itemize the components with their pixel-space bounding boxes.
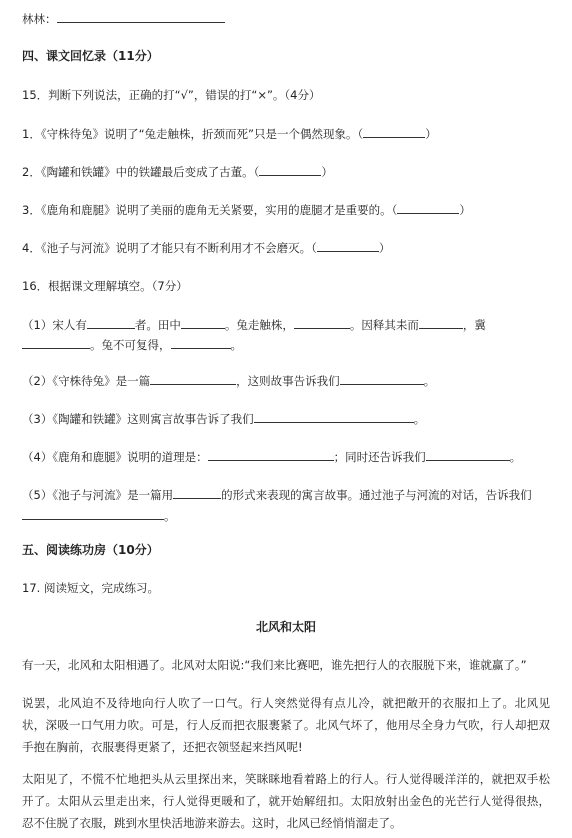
q15-item-2: 2．《陶罐和铁罐》中的铁罐最后变成了古董。（ ）	[22, 165, 333, 179]
q16-line-4: （4）《鹿角和鹿腿》说明的道理是： ；同时还告诉我们 。	[22, 450, 522, 464]
q16-line-3: （3）《陶罐和铁罐》这则寓言故事告诉了我们 。	[22, 412, 426, 426]
q17-stem: 17. 阅读短文，完成练习。	[22, 581, 159, 595]
q15-item-3-text: 3．《鹿角和鹿腿》说明了美丽的鹿角无关紧要，实用的鹿腿才是重要的。（	[22, 203, 398, 217]
q16-line-5: （5）《池子与河流》是一篇用 的形式来表现的寓言故事。通过池子与河流的对话，告诉我们	[22, 488, 532, 502]
q16-line-1: （1）宋人有 者。田中 。兔走触株， 。因释其耒而 ，冀	[22, 318, 486, 332]
q15-item-4: 4．《池子与河流》说明了才能只有不断利用才不会磨灭。（ ）	[22, 241, 391, 255]
section5-title: 五、阅读练功房（10分）	[22, 543, 159, 557]
q15-item-1-blank[interactable]	[363, 125, 425, 138]
q16-1-blank-d[interactable]	[419, 316, 463, 329]
name-blank[interactable]	[57, 10, 225, 23]
q15-item-2-text: 2．《陶罐和铁罐》中的铁罐最后变成了古董。（	[22, 165, 260, 179]
story-paragraph-1: 有一天，北风和太阳相遇了。北风对太阳说:“我们来比赛吧，谁先把行人的衣服脱下来，谁就赢了。”	[22, 658, 527, 672]
q16-1-blank-b[interactable]	[181, 316, 225, 329]
q16-line-5b: 。	[22, 507, 176, 524]
story-title: 北风和太阳	[255, 620, 316, 634]
q15-stem: 15．判断下列说法，正确的打“√”，错误的打“×”。（4分）	[22, 88, 321, 102]
q15-item-2-blank[interactable]	[259, 163, 321, 176]
section4-title: 四、课文回忆录（11分）	[22, 49, 159, 63]
q16-5-blank-a[interactable]	[173, 486, 221, 499]
name-line	[22, 10, 225, 27]
story-paragraph-3: 太阳见了，不慌不忙地把头从云里探出来，笑眯眯地看着路上的行人。行人觉得暖洋洋的，就把双手松开了。太阳从云里走出来，行人觉得更暖和了，就开始解纽扣。太阳放射出金色的光芒行人觉得很热，忍不住脱了衣服，跳到水里快活地游来游去。这时，北风已经悄悄溜走了。	[22, 772, 550, 830]
q15-item-4-blank[interactable]	[317, 239, 379, 252]
q16-4-blank-a[interactable]	[208, 448, 334, 461]
q16-4-blank-b[interactable]	[426, 448, 510, 461]
q15-item-4-text: 4．《池子与河流》说明了才能只有不断利用才不会磨灭。（	[22, 241, 317, 255]
q16-line-1b: 。兔不可复得， 。	[22, 336, 242, 353]
q15-item-3: 3．《鹿角和鹿腿》说明了美丽的鹿角无关紧要，实用的鹿腿才是重要的。（ ）	[22, 203, 471, 217]
q15-item-1-text: 1．《守株待兔》说明了“兔走触株，折颈而死”只是一个偶然现象。（	[22, 127, 364, 141]
q16-1-blank-a[interactable]	[87, 316, 135, 329]
q16-1-blank-e[interactable]	[22, 336, 90, 349]
name-label: 林林：	[22, 12, 57, 26]
q16-3-blank[interactable]	[254, 410, 414, 423]
q15-item-3-blank[interactable]	[397, 201, 459, 214]
q16-1-blank-c[interactable]	[294, 316, 350, 329]
q16-2-blank-b[interactable]	[340, 372, 424, 385]
q16-2-blank-a[interactable]	[150, 372, 236, 385]
q16-stem: 16．根据课文理解填空。（7分）	[22, 279, 188, 293]
q15-item-1: 1．《守株待兔》说明了“兔走触株，折颈而死”只是一个偶然现象。（ ）	[22, 127, 437, 141]
q16-5-blank-b[interactable]	[22, 507, 164, 520]
q16-1-blank-f[interactable]	[171, 336, 231, 349]
q16-line-2: （2）《守株待兔》是一篇 ，这则故事告诉我们 。	[22, 374, 436, 388]
story-paragraph-2: 说罢，北风迫不及待地向行人吹了一口气。行人突然觉得有点儿冷，就把敞开的衣服扣上了。北风见状，深吸一口气用力吹。可是，行人反而把衣服裹紧了。北风气坏了，他用尽全身力气吹，行人却把双手抱在胸前，衣服裹得更紧了，还把衣领竖起来挡风呢!	[22, 696, 550, 754]
